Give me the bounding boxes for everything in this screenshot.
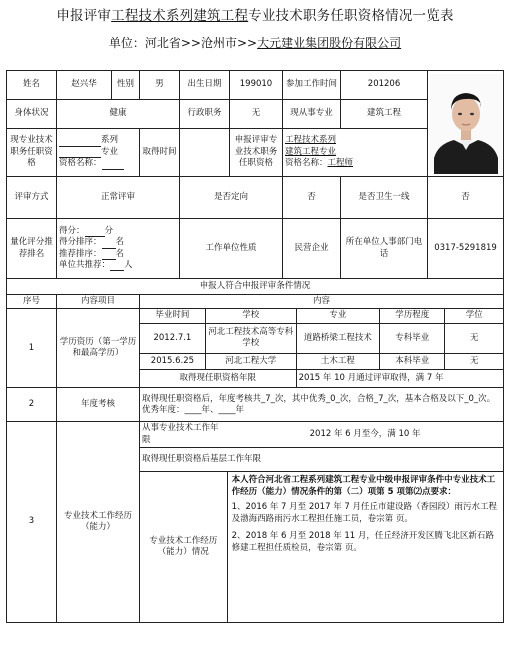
quant-fields <box>57 219 180 279</box>
work-years-value: 2012 年 6 月至今，满 10 年 <box>227 422 503 447</box>
edu-item: 学历资历（第一学历和最高学历） <box>57 309 140 388</box>
apply-qual-label: 资格名称： <box>285 158 328 169</box>
rec-label: 推荐排序： <box>59 248 102 259</box>
edu-no: 1 <box>7 309 57 388</box>
apply-qual-value: 工程师 <box>327 158 354 169</box>
current-major-label: 现从事专业 <box>283 100 341 129</box>
title-part1: 申报评审 <box>56 8 112 24</box>
birth-label: 出生日期 <box>180 71 230 100</box>
edu-content <box>140 309 504 388</box>
apply-major: 建筑工程专业 <box>285 146 337 157</box>
health-label: 身体状况 <box>7 100 57 129</box>
unit-line <box>0 34 510 51</box>
edu-r2-major: 土木工程 <box>296 353 379 369</box>
conditions-header: 申报人符合申报评审条件情况 <box>7 279 504 295</box>
annual-item: 年度考核 <box>57 388 140 422</box>
edu-r2-level: 本科毕业 <box>380 353 445 369</box>
work-no: 3 <box>7 422 57 622</box>
total-suffix: 人 <box>124 259 133 270</box>
major-blank <box>59 148 101 158</box>
unit-label: 单位： <box>108 36 145 50</box>
edu-r1-date: 2012.7.1 <box>140 323 205 353</box>
rec-suffix: 名 <box>115 248 125 259</box>
series-suffix: 系列 <box>101 135 119 146</box>
work-years-label: 从事专业技术工作年限 <box>140 422 227 447</box>
admin-label: 行政职务 <box>180 100 230 129</box>
title-series: 工程技术系列 <box>111 8 194 24</box>
work-exp-content <box>227 472 503 622</box>
frontline-label: 是否卫生一线 <box>341 177 428 219</box>
edu-r2-degree: 无 <box>445 353 503 369</box>
current-major-value: 建筑工程 <box>341 100 428 129</box>
hr-phone-value: 0317-5291819 <box>428 219 504 279</box>
col-content-header: 内容 <box>140 295 504 309</box>
edu-r2-date: 2015.6.25 <box>140 353 205 369</box>
qual-blank <box>102 160 124 170</box>
edu-h-degree: 学位 <box>445 309 503 323</box>
score-blank <box>85 227 105 237</box>
edu-h-date: 毕业时间 <box>140 309 205 323</box>
gender-value: 男 <box>140 71 180 100</box>
edu-r1-school: 河北工程技术高等专科学校 <box>205 323 296 353</box>
work-item: 专业技术工作经历（能力） <box>57 422 140 622</box>
rec-blank <box>102 250 116 260</box>
edu-table <box>140 309 503 387</box>
work-start-value: 201206 <box>341 71 428 100</box>
quant-label: 量化评分推荐排名 <box>7 219 57 279</box>
gender-label: 性别 <box>112 71 140 100</box>
annual-no: 2 <box>7 388 57 422</box>
apply-title-fields <box>283 129 428 177</box>
apply-series: 工程技术系列 <box>285 135 337 146</box>
review-method-label: 评审方式 <box>7 177 57 219</box>
directed-value: 否 <box>283 177 341 219</box>
current-title-label: 现专业技术职务任职资格 <box>7 129 57 177</box>
work-exp-heading: 本人符合河北省工程系列建筑工程专业中级申报评审条件中专业技术工作经历（能力）情况条件的第（二）项第 5 项第⑵点要求： <box>231 475 496 497</box>
obtain-time-label: 取得时间 <box>140 129 180 177</box>
hr-phone-label: 所在单位人事部门电话 <box>341 219 428 279</box>
portrait-icon <box>430 74 502 174</box>
applicant-photo <box>430 74 502 174</box>
admin-value: 无 <box>230 100 283 129</box>
series-blank <box>59 137 101 147</box>
name-label: 姓名 <box>7 71 57 100</box>
work-table <box>140 422 503 621</box>
work-exp-item-2: 2、2018 年 6 月至 2018 年 11 月，任丘经济开发区腾飞北区新石路修建工程担任质检员，卷宗第 页。 <box>231 531 494 553</box>
total-blank <box>110 261 124 271</box>
employer-nature-value: 民营企业 <box>283 219 341 279</box>
edu-r2-school: 河北工程大学 <box>205 353 296 369</box>
current-title-fields <box>57 129 140 177</box>
qual-label: 资格名称： <box>59 158 102 169</box>
health-value: 健康 <box>57 100 180 129</box>
edu-h-major: 专业 <box>296 309 379 323</box>
annual-text: 取得现任职资格后，年度考核共_7_次，其中优秀_0_次，合格_7_次，基本合格及以下_0_次。优秀年度：____年、____年 <box>140 388 504 422</box>
obtain-time-value <box>180 129 230 177</box>
total-label: 单位共推荐： <box>59 259 111 270</box>
col-no-header: 序号 <box>7 295 57 309</box>
unit-org: 大元建业集团股份有限公司 <box>257 36 402 50</box>
photo-cell <box>428 71 504 177</box>
rank-suffix: 名 <box>115 237 125 248</box>
edu-years-label: 取得现任职资格年限 <box>140 369 296 387</box>
rank-blank <box>102 239 116 249</box>
unit-path: 河北省>>沧州市>> <box>144 36 258 50</box>
title-major: 建筑工程 <box>193 8 249 24</box>
major-suffix: 专业 <box>101 146 119 157</box>
work-grass-label: 取得现任职资格后基层工作年限 <box>140 448 503 472</box>
rank-label: 得分排序： <box>59 237 102 248</box>
edu-years-value: 2015 年 10 月通过评审取得，满 7 年 <box>296 369 503 387</box>
edu-h-school: 学校 <box>205 309 296 323</box>
directed-label: 是否定向 <box>180 177 283 219</box>
apply-title-label: 申报评审专业技术职务任职资格 <box>230 129 283 177</box>
col-item-header: 内容项目 <box>57 295 140 309</box>
edu-r1-major: 道路桥梁工程技术 <box>296 323 379 353</box>
edu-h-level: 学历程度 <box>380 309 445 323</box>
work-content <box>140 422 504 622</box>
title-part4: 专业技术职务任职资格情况一览表 <box>248 8 454 24</box>
employer-nature-label: 工作单位性质 <box>180 219 283 279</box>
score-label: 得分： <box>59 225 85 236</box>
score-suffix: 分 <box>104 225 114 236</box>
review-method-value: 正常评审 <box>57 177 180 219</box>
work-exp-item-1: 1、2016 年 7 月至 2017 年 7 月任丘市建设路（香园段）雨污水工程及渤海西路雨污水工程担任施工员，卷宗第 页。 <box>231 502 498 524</box>
name-value: 赵兴华 <box>57 71 112 100</box>
work-start-label: 参加工作时间 <box>283 71 341 100</box>
birth-value: 199010 <box>230 71 283 100</box>
page-title <box>0 4 510 24</box>
frontline-value: 否 <box>428 177 504 219</box>
info-table <box>6 70 504 623</box>
work-exp-label: 专业技术工作经历（能力）情况 <box>140 472 227 622</box>
edu-r1-level: 专科毕业 <box>380 323 445 353</box>
edu-r1-degree: 无 <box>445 323 503 353</box>
